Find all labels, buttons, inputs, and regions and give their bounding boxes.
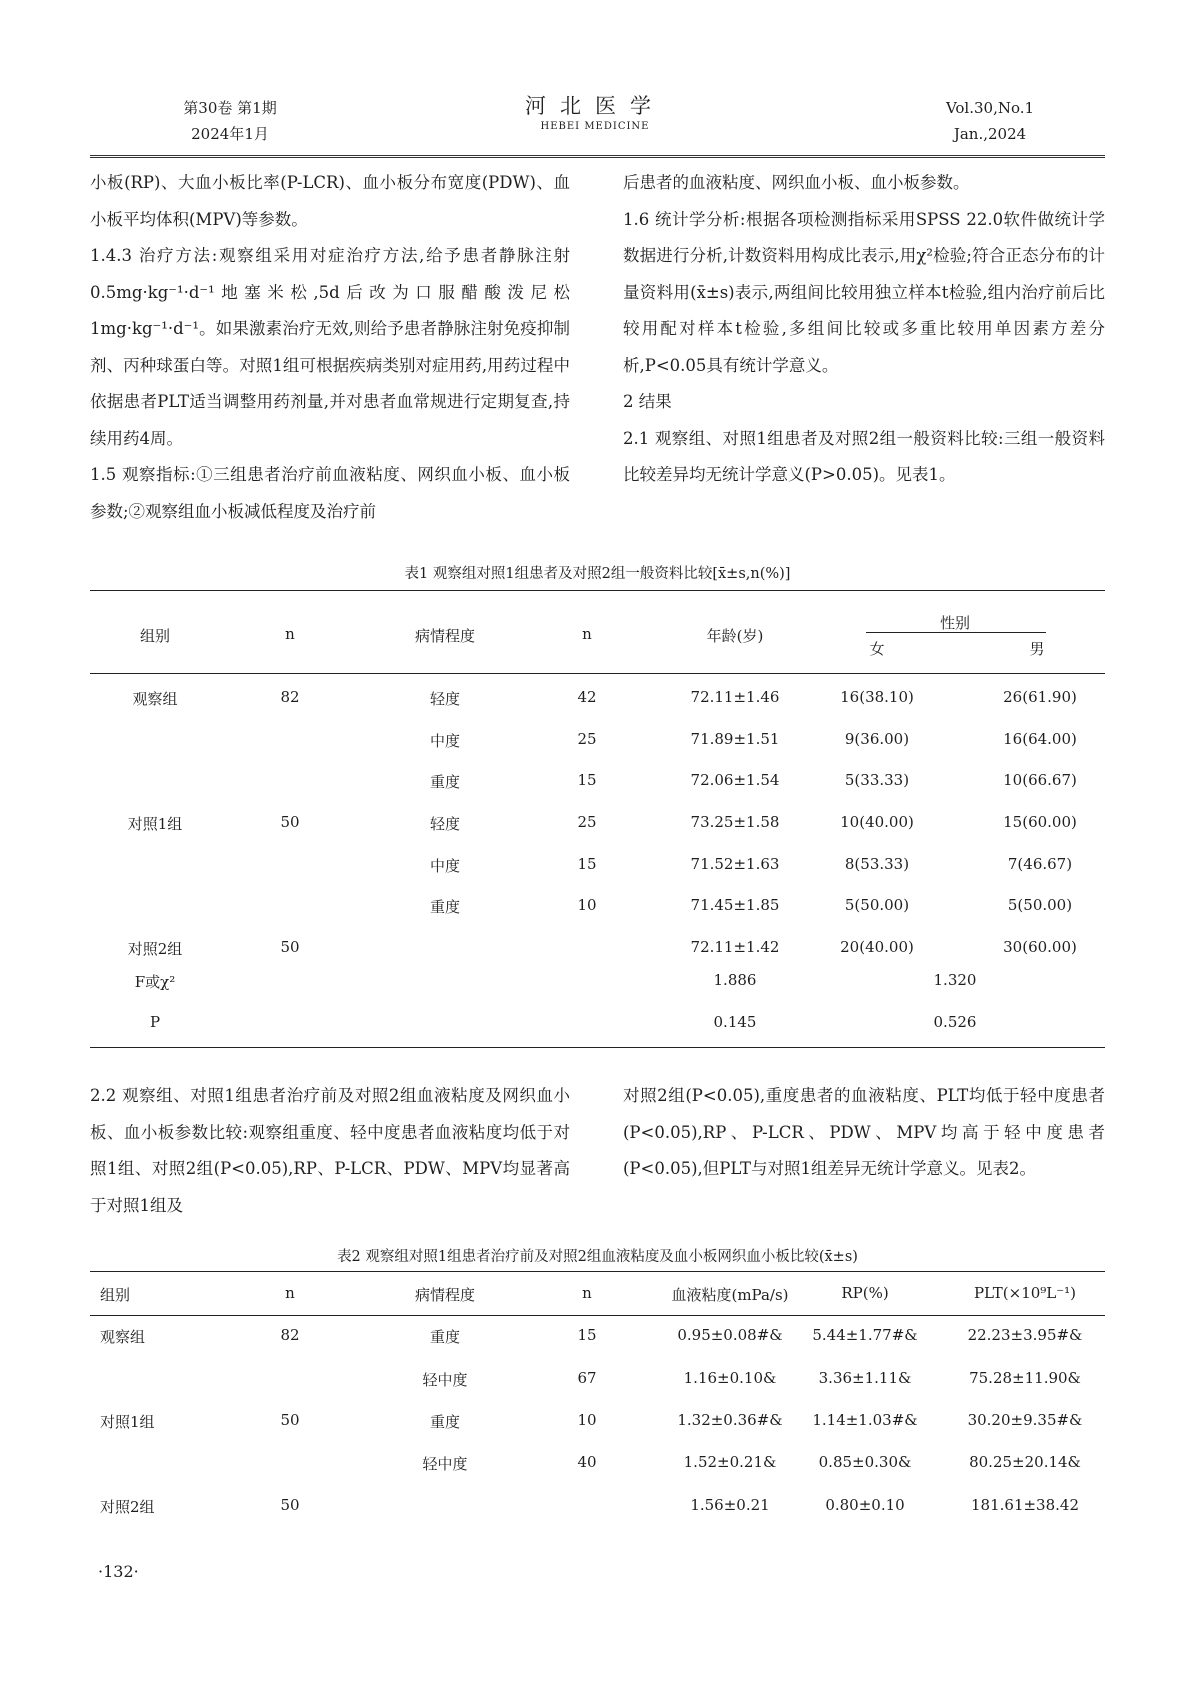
t1-age: 71.89±1.51	[690, 730, 780, 748]
t1-female: 20(40.00)	[840, 938, 914, 956]
t2-header-n2: n	[582, 1284, 592, 1302]
table1-top-rule	[90, 590, 1105, 591]
t1-severity: 重度	[429, 898, 460, 916]
paragraph-treatment: 1.4.3 治疗方法:观察组采用对症治疗方法,给予患者静脉注射0.5mg·kg⁻¹·d⁻¹地塞米松,5d后改为口服醋酸泼尼松1mg·kg⁻¹·d⁻¹。如果激素治疗无效,则给予患者静脉注射免疫抑制剂、丙种球蛋白等。对照1组可根据疾病类别对症用药,用药过程中依据患者PLT适当调整用药剂量,并对患者血常规进行定期复查,持续用药4周。	[90, 246, 570, 448]
t1-group: 对照1组	[127, 815, 183, 833]
t2-viscosity: 1.16±0.10&	[683, 1369, 777, 1387]
t1-stat-label: F或χ²	[134, 973, 176, 991]
t1-severity: 重度	[429, 773, 460, 791]
journal-title: 河北医学	[525, 94, 665, 118]
t1-age: 71.45±1.85	[690, 896, 780, 914]
t2-viscosity: 1.52±0.21&	[683, 1453, 777, 1471]
t1-header-male: 男	[1029, 640, 1045, 658]
t2-severity: 轻中度	[422, 1455, 468, 1473]
t1-severity-n: 42	[577, 688, 597, 706]
t1-age: 71.52±1.63	[690, 855, 780, 873]
t2-rp: 1.14±1.03#&	[812, 1411, 918, 1429]
t1-severity-n: 25	[577, 813, 597, 831]
t2-rp: 5.44±1.77#&	[812, 1326, 918, 1344]
t2-header-group: 组别	[100, 1286, 131, 1304]
t2-severity: 轻中度	[422, 1371, 468, 1389]
t2-viscosity: 0.95±0.08#&	[677, 1326, 783, 1344]
paragraph-general-comparison: 2.1 观察组、对照1组患者及对照2组一般资料比较:三组一般资料比较差异均无统计学意义(P>0.05)。见表1。	[623, 428, 1105, 484]
t1-male: 10(66.67)	[1003, 771, 1077, 789]
t1-age: 73.25±1.58	[690, 813, 780, 831]
t2-plt: 30.20±9.35#&	[967, 1411, 1083, 1429]
t1-severity: 中度	[429, 732, 460, 750]
table1-caption: 表1 观察组对照1组患者及对照2组一般资料比较[x̄±s,n(%)]	[404, 566, 791, 582]
t1-male: 5(50.00)	[1007, 896, 1073, 914]
mid-left-column	[90, 1078, 570, 1224]
t1-header-n1: n	[285, 625, 295, 643]
paragraph-indicators: 1.5 观察指标:①三组患者治疗前血液粘度、网织血小板、血小板参数;②观察组血小板减低程度及治疗前	[90, 465, 570, 521]
t2-header-rp: RP(%)	[841, 1284, 889, 1302]
header-date: 2024年1月	[191, 125, 269, 143]
t1-severity: 中度	[429, 857, 460, 875]
page-number: ·132·	[98, 1562, 139, 1581]
t1-female: 5(50.00)	[844, 896, 910, 914]
t1-female: 9(36.00)	[844, 730, 910, 748]
t1-age: 72.06±1.54	[690, 771, 780, 789]
t1-header-female: 女	[869, 640, 885, 658]
t2-severity-n: 15	[577, 1326, 597, 1344]
table2-caption: 表2 观察组对照1组患者治疗前及对照2组血液粘度及血小板网织血小板比较(x̄±s)	[337, 1249, 858, 1265]
header-left	[150, 95, 310, 147]
t1-sex-rule	[866, 632, 1046, 633]
t2-header-plt: PLT(×10⁹L⁻¹)	[973, 1284, 1077, 1302]
t2-plt: 181.61±38.42	[971, 1496, 1079, 1514]
t2-rp: 0.85±0.30&	[818, 1453, 912, 1471]
t1-group-n: 50	[280, 938, 300, 956]
t2-severity: 重度	[429, 1328, 460, 1346]
t1-severity: 轻度	[429, 690, 460, 708]
t2-group: 对照2组	[100, 1498, 155, 1516]
t2-header-severity: 病情程度	[414, 1286, 475, 1304]
t2-viscosity: 1.56±0.21	[690, 1496, 770, 1514]
t1-severity-n: 10	[577, 896, 597, 914]
table1-bottom-rule	[90, 1047, 1105, 1048]
t2-severity: 重度	[429, 1413, 460, 1431]
t1-female: 8(53.33)	[844, 855, 910, 873]
t2-header-viscosity: 血液粘度(mPa/s)	[671, 1286, 789, 1304]
t2-group: 观察组	[100, 1328, 146, 1346]
header-vol-en: Vol.30,No.1	[945, 99, 1035, 117]
t2-severity-n: 10	[577, 1411, 597, 1429]
section-results: 2 结果	[623, 392, 672, 411]
t1-severity-n: 15	[577, 771, 597, 789]
table1-header-rule	[90, 673, 1105, 674]
t2-viscosity: 1.32±0.36#&	[677, 1411, 783, 1429]
t1-female: 5(33.33)	[844, 771, 910, 789]
paragraph-params-cont: 后患者的血液粘度、网织血小板、血小板参数。	[623, 173, 970, 192]
paragraph-comparison-cont: 对照2组(P<0.05),重度患者的血液粘度、PLT均低于轻中度患者(P<0.05),RP、P-LCR、PDW、MPV均高于轻中度患者(P<0.05),但PLT与对照1组差异无统计学意义。见表2。	[623, 1086, 1105, 1178]
t2-header-n1: n	[285, 1284, 295, 1302]
t2-plt: 75.28±11.90&	[969, 1369, 1081, 1387]
t1-stat-age: 1.886	[713, 971, 757, 989]
t1-group-n: 50	[280, 813, 300, 831]
t2-group-n: 50	[280, 1496, 300, 1514]
table2-header-rule	[90, 1315, 1105, 1316]
t2-severity-n: 67	[577, 1369, 597, 1387]
t2-rp: 3.36±1.11&	[818, 1369, 912, 1387]
t2-group-n: 50	[280, 1411, 300, 1429]
t2-plt: 22.23±3.95#&	[967, 1326, 1083, 1344]
table2-top-rule	[90, 1271, 1105, 1272]
paragraph-statistics: 1.6 统计学分析:根据各项检测指标采用SPSS 22.0软件做统计学数据进行分析,计数资料用构成比表示,用χ²检验;符合正态分布的计量资料用(x̄±s)表示,两组间比较用独立样本t检验,组内治疗前后比较用配对样本t检验,多组间比较或多重比较用单因素方差分析,P<0.05具有统计学意义。	[623, 209, 1105, 375]
t1-group: 观察组	[132, 690, 178, 708]
t1-header-severity: 病情程度	[414, 627, 475, 645]
t1-male: 30(60.00)	[1003, 938, 1077, 956]
t1-group-n: 82	[280, 688, 300, 706]
journal-subtitle: HEBEI MEDICINE	[540, 121, 650, 132]
t1-age: 72.11±1.42	[690, 938, 780, 956]
t1-header-age: 年龄(岁)	[706, 627, 764, 645]
t1-male: 7(46.67)	[1007, 855, 1073, 873]
t1-header-group: 组别	[139, 627, 170, 645]
t1-p-age: 0.145	[713, 1013, 757, 1031]
t2-group-n: 82	[280, 1326, 300, 1344]
mid-right-column	[623, 1078, 1105, 1188]
t1-female: 16(38.10)	[840, 688, 914, 706]
header-center	[445, 93, 745, 135]
t1-stat-sex: 1.320	[933, 971, 977, 989]
header-rule	[90, 155, 1105, 158]
header-volume: 第30卷 第1期	[183, 99, 277, 117]
t2-plt: 80.25±20.14&	[969, 1453, 1081, 1471]
t1-male: 26(61.90)	[1003, 688, 1077, 706]
t1-p-sex: 0.526	[933, 1013, 977, 1031]
t1-header-sex: 性别	[939, 614, 970, 632]
t1-female: 10(40.00)	[840, 813, 914, 831]
paragraph-params: 小板(RP)、大血小板比率(P-LCR)、血小板分布宽度(PDW)、血小板平均体积(MPV)等参数。	[90, 173, 570, 229]
left-column	[90, 165, 570, 530]
header-right	[915, 95, 1065, 147]
t2-group: 对照1组	[100, 1413, 155, 1431]
t1-p-label: P	[149, 1013, 161, 1031]
t1-group: 对照2组	[127, 940, 183, 958]
right-column	[623, 165, 1105, 494]
t1-header-n2: n	[582, 625, 592, 643]
t1-male: 16(64.00)	[1003, 730, 1077, 748]
t1-severity-n: 15	[577, 855, 597, 873]
t1-severity-n: 25	[577, 730, 597, 748]
t1-severity: 轻度	[429, 815, 460, 833]
t1-age: 72.11±1.46	[690, 688, 780, 706]
header-date-en: Jan.,2024	[953, 125, 1027, 143]
t2-rp: 0.80±0.10	[825, 1496, 905, 1514]
t1-male: 15(60.00)	[1003, 813, 1077, 831]
t2-severity-n: 40	[577, 1453, 597, 1471]
paragraph-comparison: 2.2 观察组、对照1组患者治疗前及对照2组血液粘度及网织血小板、血小板参数比较:观察组重度、轻中度患者血液粘度均低于对照1组、对照2组(P<0.05),RP、P-LCR、PDW、MPV均显著高于对照1组及	[90, 1086, 570, 1215]
